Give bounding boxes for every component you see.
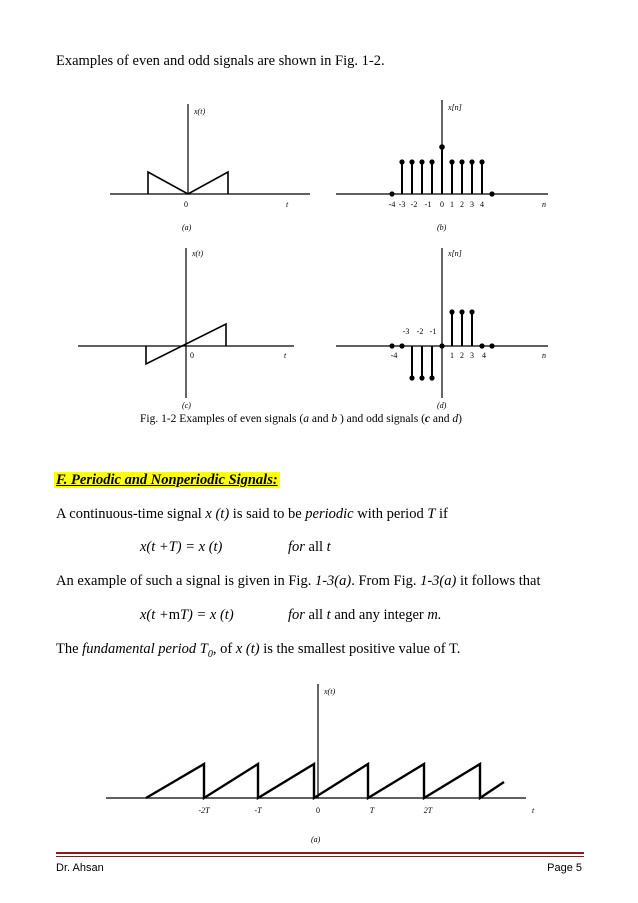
figure-caption: Fig. 1-2 Examples of even signals (a and b ) and odd signals (c and d) bbox=[140, 413, 462, 425]
svg-text:3: 3 bbox=[470, 200, 474, 209]
pos-tick-labels bbox=[450, 351, 486, 360]
x-label: t bbox=[286, 200, 289, 209]
svg-text:-4: -4 bbox=[390, 351, 398, 360]
svg-text:1: 1 bbox=[450, 351, 454, 360]
svg-text:1: 1 bbox=[450, 200, 454, 209]
footer-page-number: Page 5 bbox=[547, 862, 582, 874]
sawtooth-signal bbox=[146, 764, 504, 798]
svg-text:3: 3 bbox=[470, 351, 474, 360]
svg-text:-1: -1 bbox=[424, 200, 432, 209]
svg-text:-3: -3 bbox=[398, 200, 406, 209]
y-label: x[n] bbox=[448, 249, 462, 258]
intro-text: Examples of even and odd signals are shown in Fig. 1-2. bbox=[56, 53, 385, 69]
subfig-label: (b) bbox=[437, 223, 447, 232]
figure-b bbox=[336, 96, 550, 238]
svg-text:0: 0 bbox=[440, 200, 444, 209]
subfig-label: (d) bbox=[437, 401, 447, 410]
svg-text:T: T bbox=[369, 806, 375, 815]
y-label: x(t) bbox=[194, 107, 206, 116]
footer-rule-thick bbox=[56, 852, 584, 854]
svg-text:-2: -2 bbox=[416, 327, 424, 336]
svg-text:-2: -2 bbox=[410, 200, 418, 209]
figure-d bbox=[336, 242, 550, 414]
svg-text:2T: 2T bbox=[423, 806, 433, 815]
equation-1-condition: for all t bbox=[288, 539, 331, 555]
svg-text:4: 4 bbox=[480, 200, 484, 209]
footer-rule-thin bbox=[56, 856, 584, 857]
svg-text:4: 4 bbox=[482, 351, 486, 360]
x-label: t bbox=[284, 351, 287, 360]
paragraph-periodic-def: A continuous-time signal x (t) is said to be periodic with period T if bbox=[56, 506, 448, 522]
neg-tick-labels bbox=[391, 327, 437, 360]
svg-text:-1: -1 bbox=[429, 327, 437, 336]
paragraph-fundamental-period: The fundamental period $T_0$, of x (t) is the smallest positive value of T. bbox=[56, 641, 461, 660]
svg-text:-T: -T bbox=[254, 806, 262, 815]
y-label: x(t) bbox=[192, 249, 204, 258]
figure-periodic-sawtooth bbox=[106, 680, 546, 858]
tick-labels bbox=[198, 806, 432, 815]
figure-a bbox=[110, 96, 310, 238]
footer-author: Dr. Ahsan bbox=[56, 862, 104, 874]
even-stems bbox=[402, 147, 472, 194]
origin-label: 0 bbox=[190, 351, 194, 360]
svg-text:-4: -4 bbox=[388, 200, 396, 209]
tick-labels bbox=[389, 200, 484, 209]
subfig-label: (a) bbox=[311, 835, 321, 844]
svg-text:2: 2 bbox=[460, 351, 464, 360]
origin-label: 0 bbox=[184, 200, 188, 209]
x-label: n bbox=[542, 200, 546, 209]
y-label: x(t) bbox=[324, 687, 336, 696]
svg-text:2: 2 bbox=[460, 200, 464, 209]
figure-c bbox=[78, 242, 308, 414]
equation-2: x(t +mT) = x (t) bbox=[140, 607, 234, 623]
paragraph-example: An example of such a signal is given in Fig. 1-3(a). From Fig. 1-3(a) it follows that bbox=[56, 573, 541, 589]
svg-text:-3: -3 bbox=[402, 327, 410, 336]
svg-text:0: 0 bbox=[316, 806, 320, 815]
equation-1: x(t +T) = x (t) bbox=[140, 539, 223, 555]
x-label: t bbox=[532, 806, 535, 815]
section-heading: F. Periodic and Nonperiodic Signals: bbox=[56, 472, 278, 488]
equation-2-condition: for all t and any integer m. bbox=[288, 607, 442, 623]
svg-text:-2T: -2T bbox=[198, 806, 210, 815]
y-label: x[n] bbox=[448, 103, 462, 112]
subfig-label: (a) bbox=[182, 223, 192, 232]
x-label: n bbox=[542, 351, 546, 360]
subfig-label: (c) bbox=[182, 401, 191, 410]
